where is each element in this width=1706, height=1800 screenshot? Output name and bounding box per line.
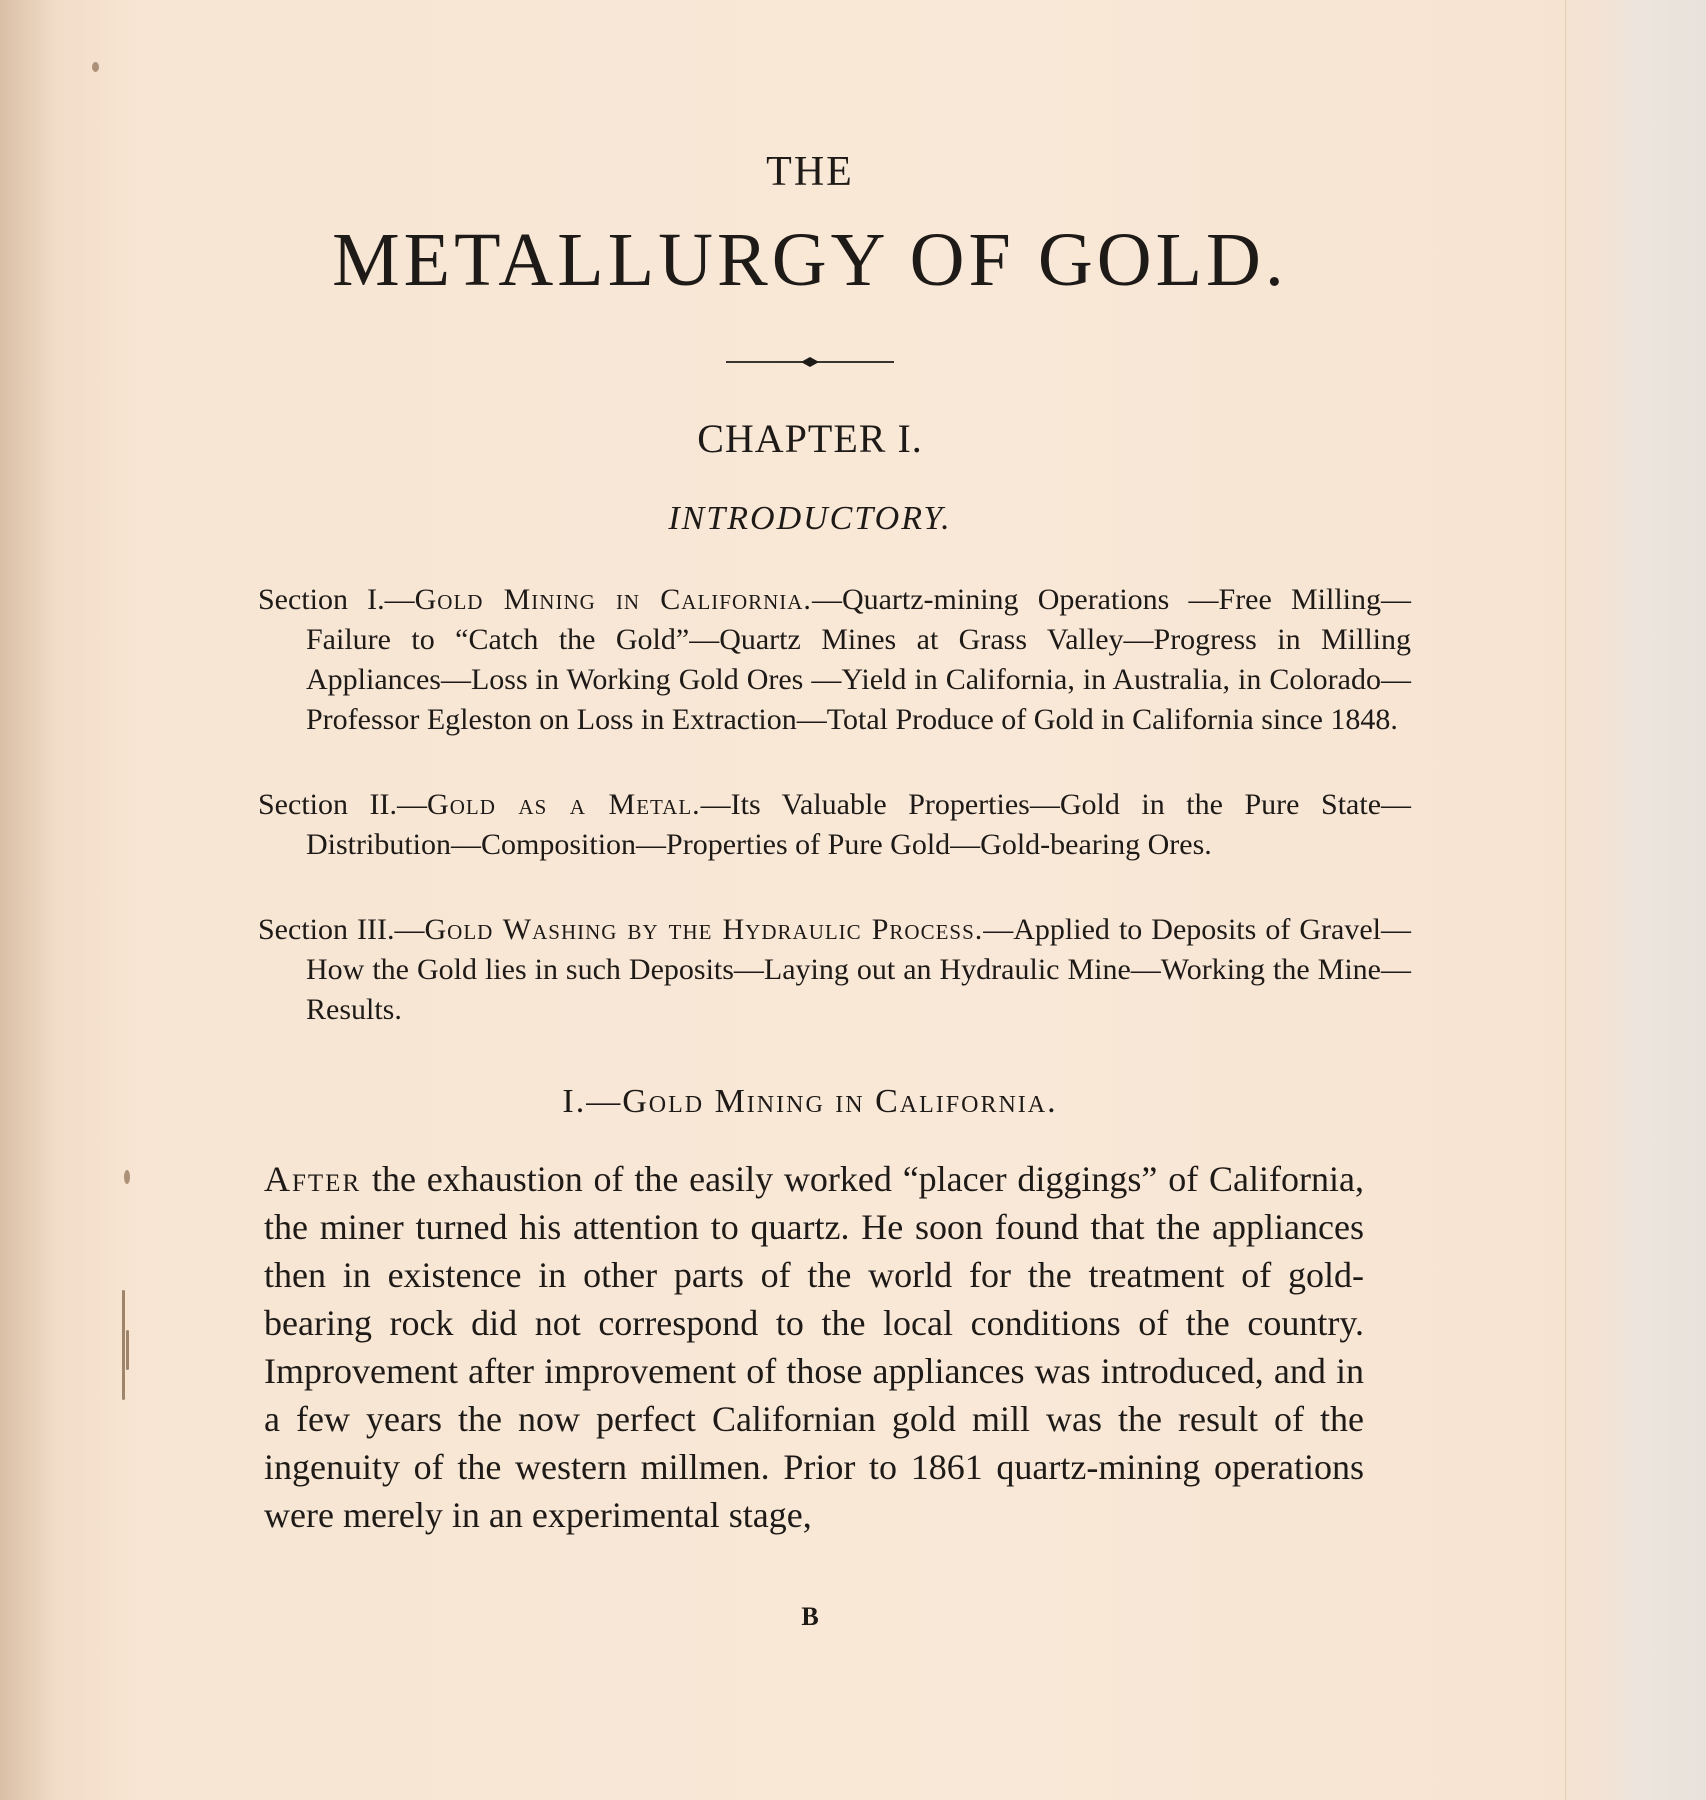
page-gutter-shadow <box>0 0 140 1800</box>
binding-thread-mark <box>126 1330 129 1370</box>
next-page-edge <box>1565 0 1706 1800</box>
paper-speck <box>124 1170 130 1184</box>
paragraph-text: the exhaustion of the easily worked “placer diggings” of California, the miner turned his attention to quartz. He soon found that the appliances then in existence in other parts of the world for the treatment of gold-bearing rock did not correspond to the local conditions of the country. Improvement after improvement of those appliances was introduced, and in a few years the now perfect Californian gold mill was the result of the ingenuity of the western millmen. Prior to 1861 quartz-mining operations were merely in an experimental stage, <box>264 1159 1364 1535</box>
section-heading: I.—Gold Mining in California. <box>562 1083 1058 1120</box>
section-title: Gold as a Metal. <box>427 788 701 821</box>
title-line-the: THE <box>766 149 854 195</box>
lead-word: After <box>264 1159 362 1199</box>
paper-speck <box>92 62 99 72</box>
summary-section-3 <box>258 910 1411 1030</box>
book-page <box>250 0 1412 1800</box>
chapter-subtitle: INTRODUCTORY. <box>668 500 952 537</box>
book-title: METALLURGY OF GOLD. <box>332 218 1288 302</box>
title-rule-ornament <box>726 356 894 368</box>
body-paragraph <box>264 1155 1364 1539</box>
summary-section-1 <box>258 580 1411 740</box>
signature-mark: B <box>801 1602 819 1631</box>
binding-thread-mark <box>122 1290 125 1400</box>
chapter-heading: CHAPTER I. <box>697 416 923 461</box>
section-label: Section I.— <box>258 583 415 616</box>
section-label: Section II.— <box>258 788 428 821</box>
section-contents: —Its Valuable Properties—Gold in the Pure State—Distribution—Composition—Properties of Pure Gold—Gold-bearing Ores. <box>306 788 1412 861</box>
summary-section-2 <box>258 785 1411 865</box>
section-title: Gold Washing by the Hydraulic Process. <box>424 913 984 946</box>
section-label: Section III.— <box>258 913 425 946</box>
section-contents: —Applied to Deposits of Gravel—How the Gold lies in such Deposits—Laying out an Hydraulic Mine—Working the Mine—Results. <box>306 913 1411 1026</box>
section-contents: —Quartz-mining Operations —Free Milling—Failure to “Catch the Gold”—Quartz Mines at Grass Valley—Progress in Milling Appliances—Loss in Working Gold Ores —Yield in California, in Australia, in Colorado—Professor Egleston on Loss in Extraction—Total Produce of Gold in California since 1848. <box>306 583 1411 736</box>
section-title: Gold Mining in California. <box>414 583 812 616</box>
